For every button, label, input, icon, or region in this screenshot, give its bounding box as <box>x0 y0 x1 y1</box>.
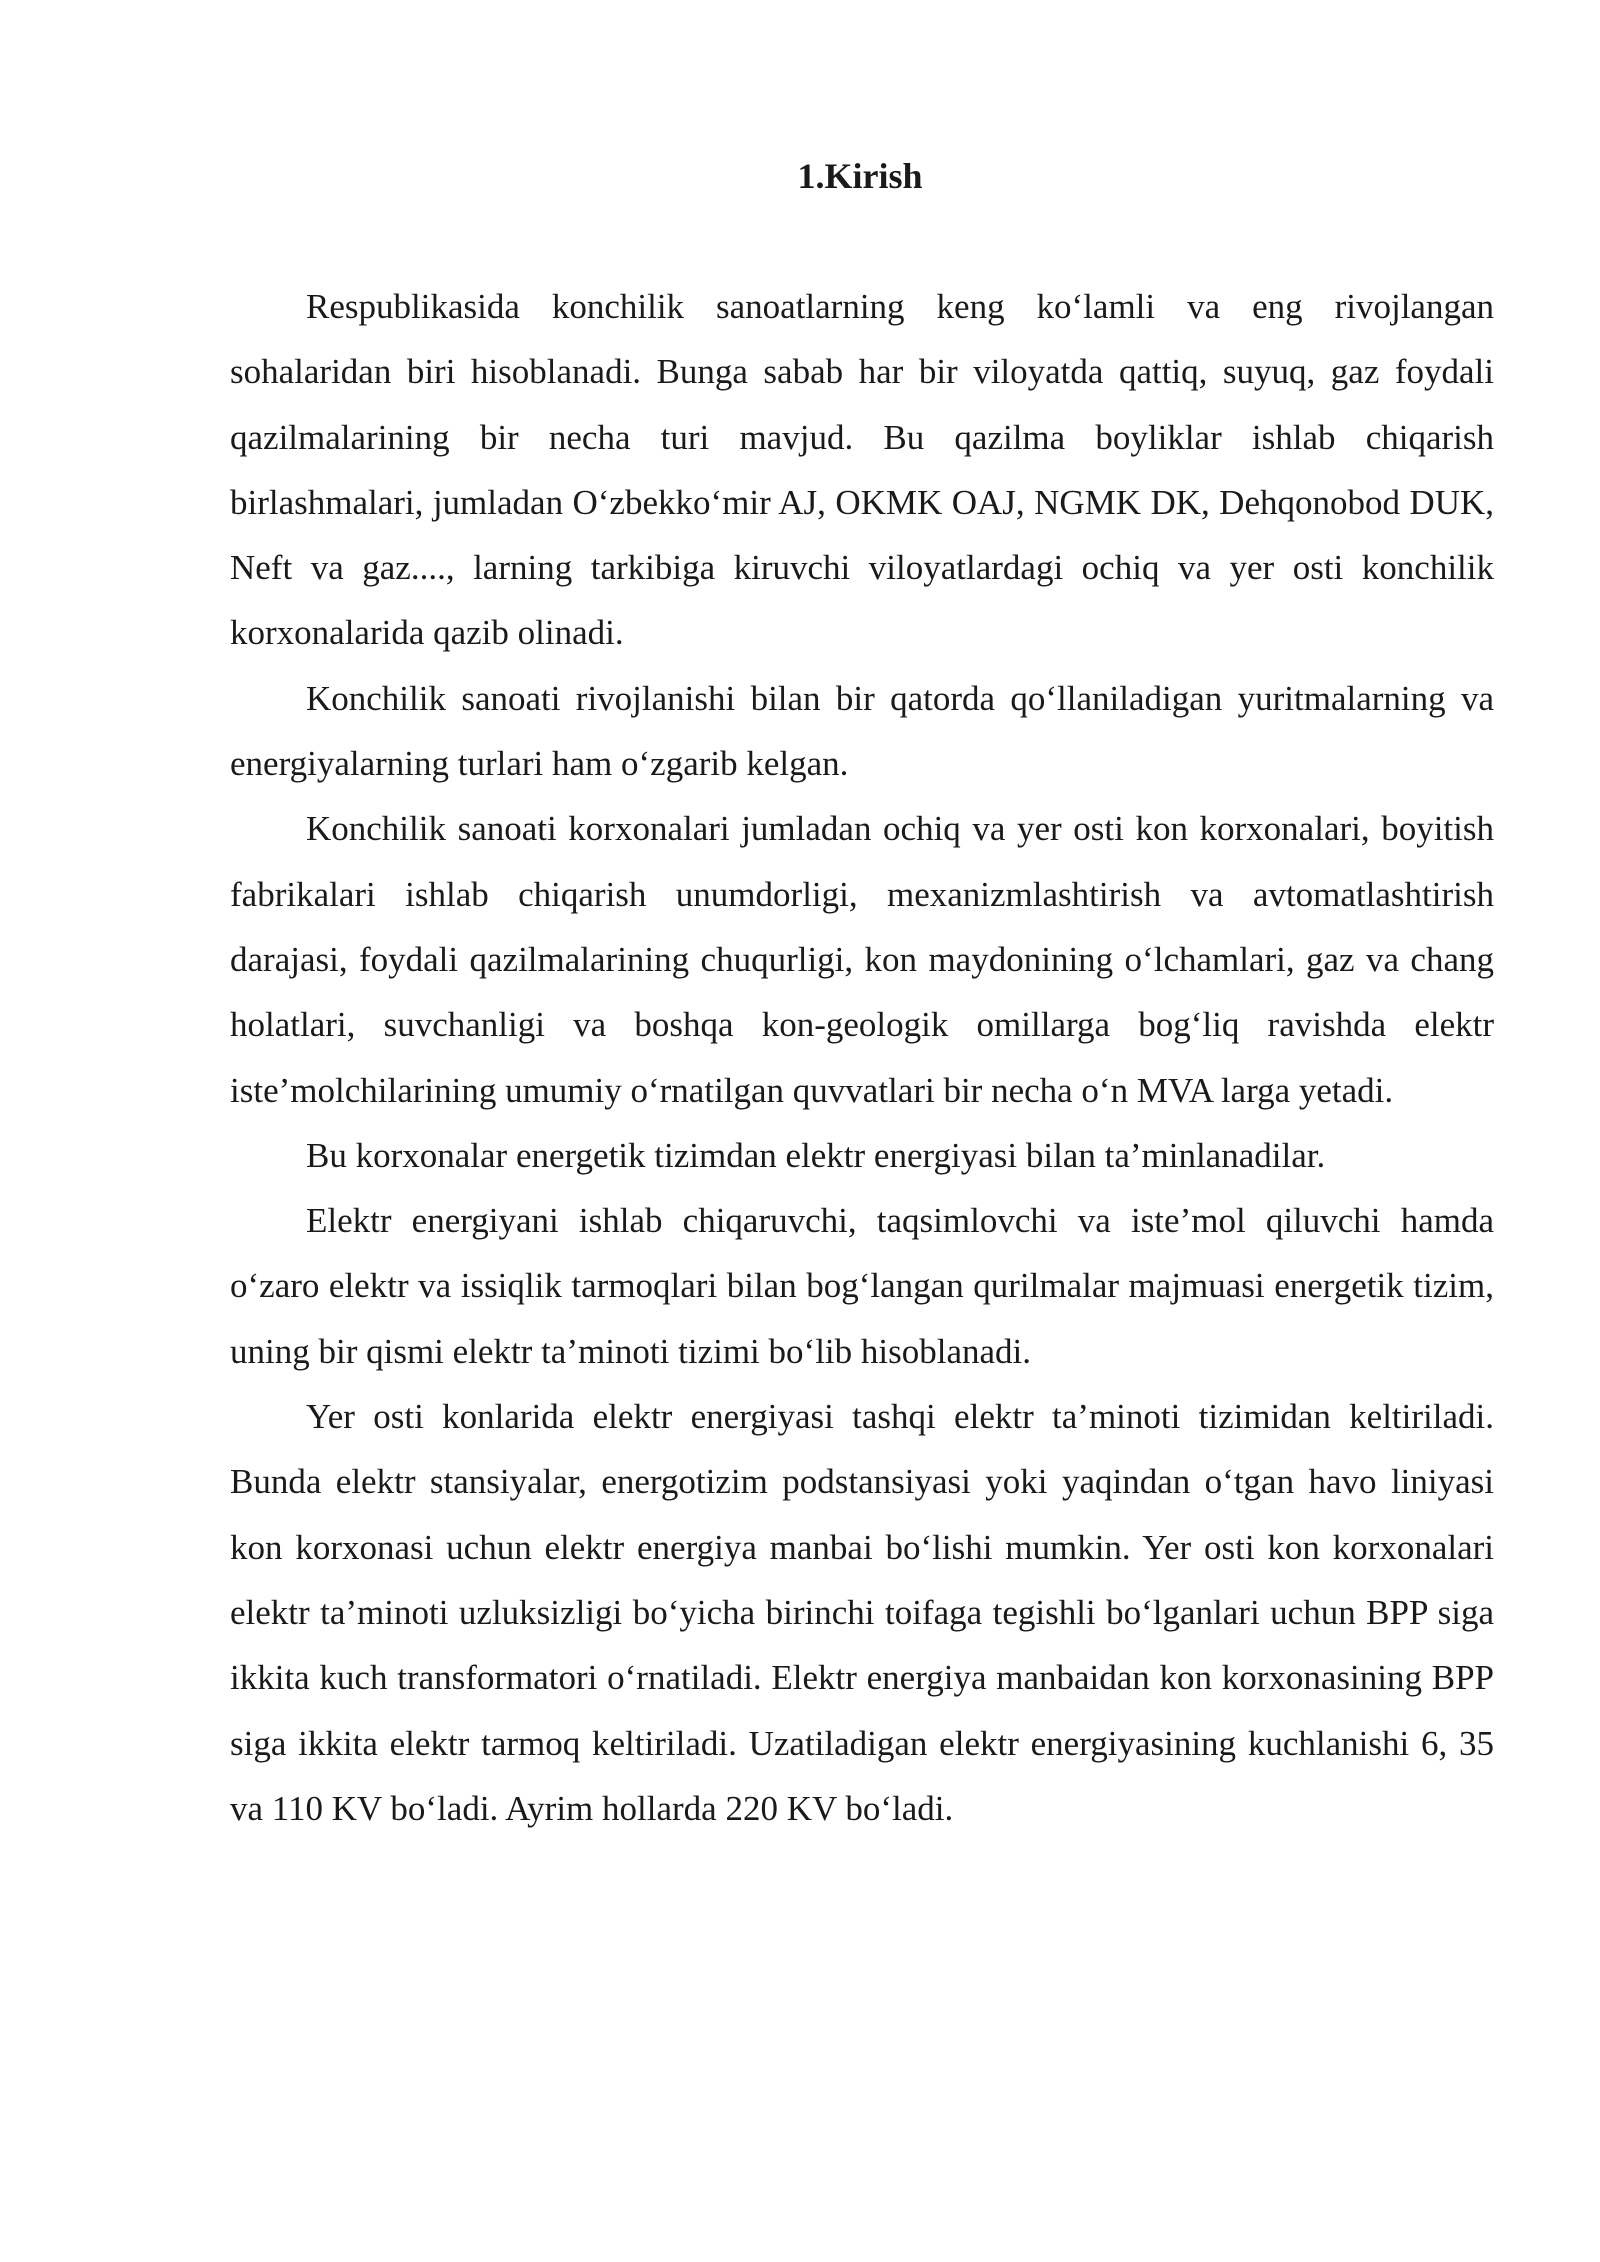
paragraph-5: Elektr energiyani ishlab chiqaruvchi, taqsimlovchi va iste’mol qiluvchi hamda o‘zaro elektr va issiqlik tarmoqlari bilan bog‘langan qurilmalar majmuasi energetik tizim, uning bir qismi elektr ta’minoti tizimi bo‘lib hisoblanadi. <box>230 1201 1494 1371</box>
page-title: 1.Kirish <box>797 156 923 196</box>
paragraph-2: Konchilik sanoati rivojlanishi bilan bir qatorda qo‘llaniladigan yuritmalarning va energiyalarning turlari ham o‘zgarib kelgan. <box>230 678 1494 784</box>
paragraph-1: Respublikasida konchilik sanoatlarning keng ko‘lamli va eng rivojlangan sohalaridan biri hisoblanadi. Bunga sabab har bir viloyatda qattiq, suyuq, gaz foydali qazilmalarining bir necha turi mavjud. Bu qazilma boyliklar ishlab chiqarish birlashmalari, jumladan O‘zbekko‘mir AJ, OKMK OAJ, NGMK DK, Dehqonobod DUK, Neft va gaz...., larning tarkibiga kiruvchi viloyatlardagi ochiq va yer osti konchilik korxonalarida qazib olinadi. <box>230 287 1494 653</box>
paragraph-3: Konchilik sanoati korxonalari jumladan ochiq va yer osti kon korxonalari, boyitish fabrikalari ishlab chiqarish unumdorligi, mexanizmlashtirish va avtomatlashtirish darajasi, foydali qazilmalarining chuqurligi, kon maydonining o‘lchamlari, gaz va chang holatlari, suvchanligi va boshqa kon-geologik omillarga bog‘liq ravishda elektr iste’molchilarining umumiy o‘rnatilgan quvvatlari bir necha o‘n MVA larga yetadi. <box>230 809 1494 1110</box>
document-body <box>230 274 1494 1841</box>
paragraph-6: Yer osti konlarida elektr energiyasi tashqi elektr ta’minoti tizimidan keltiriladi. Bunda elektr stansiyalar, energotizim podstansiyasi yoki yaqindan o‘tgan havo liniyasi kon korxonasi uchun elektr energiya manbai bo‘lishi mumkin. Yer osti kon korxonalari elektr ta’minoti uzluksizligi bo‘yicha birinchi toifaga tegishli bo‘lganlari uchun BPP siga ikkita kuch transformatori o‘rnatiladi. Elektr energiya manbaidan kon korxonasining BPP siga ikkita elektr tarmoq keltiriladi. Uzatiladigan elektr energiyasining kuchlanishi 6, 35 va 110 KV bo‘ladi. Ayrim hollarda 220 KV bo‘ladi. <box>230 1397 1494 1828</box>
paragraph-4: Bu korxonalar energetik tizimdan elektr energiyasi bilan ta’minlanadilar. <box>306 1135 1326 1175</box>
